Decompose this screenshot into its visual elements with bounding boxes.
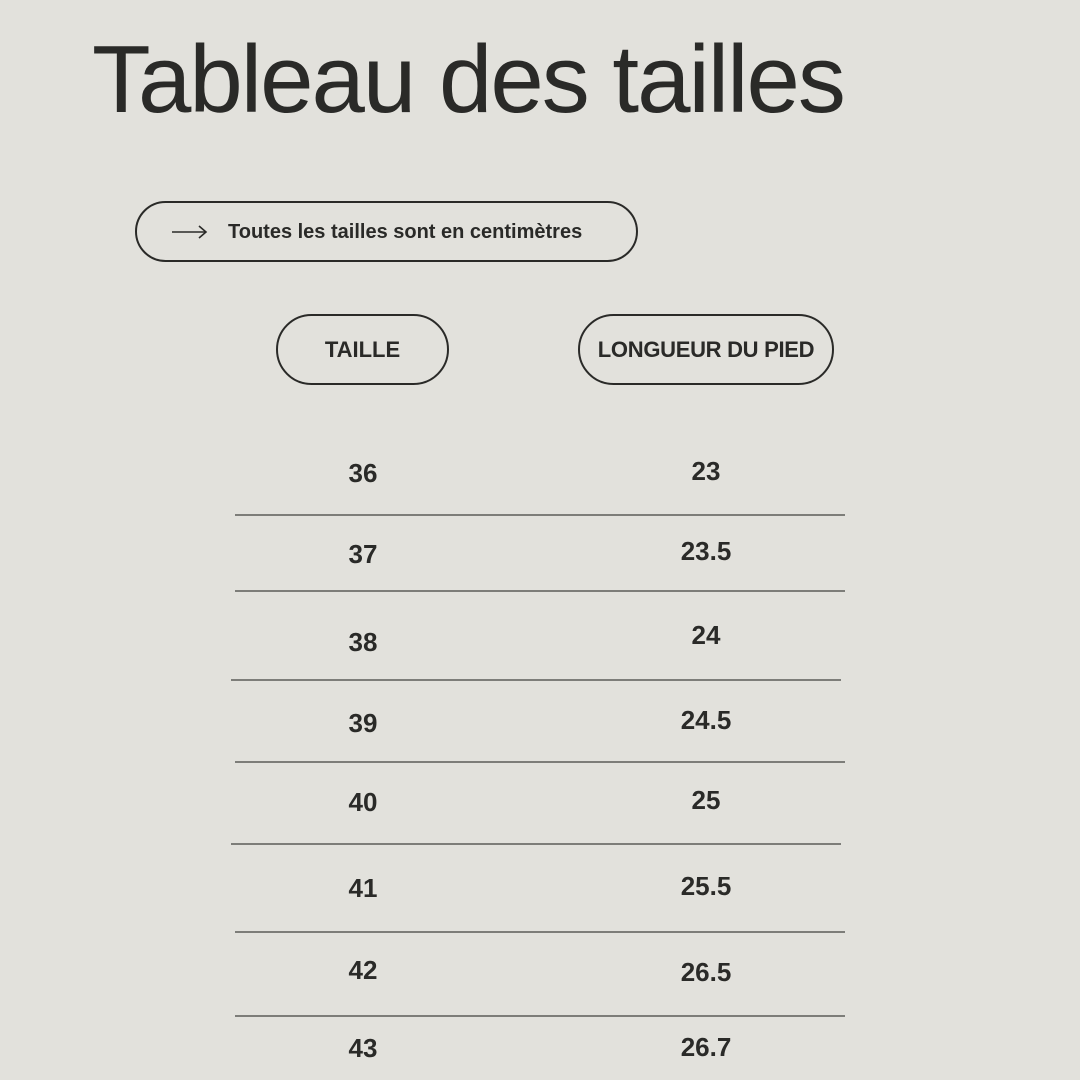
foot-length-cell: 23 (691, 456, 721, 486)
size-cell: 37 (348, 539, 378, 569)
size-cell: 43 (348, 1033, 378, 1063)
size-cell: 41 (348, 873, 378, 903)
size-cell: 36 (348, 458, 378, 488)
size-cell: 42 (348, 955, 378, 985)
units-note-text: Toutes les tailles sont en centimètres (228, 221, 583, 243)
foot-length-cell: 24.5 (680, 705, 732, 735)
row-divider (235, 1015, 845, 1017)
page-title: Tableau des tailles (92, 26, 844, 133)
row-divider (231, 843, 841, 845)
foot-length-cell: 23.5 (680, 536, 732, 566)
row-divider (231, 679, 841, 681)
row-divider (235, 514, 845, 516)
size-cell: 39 (348, 708, 378, 738)
foot-length-cell: 25 (691, 785, 721, 815)
column-header-size: TAILLE (276, 314, 449, 385)
row-divider (235, 761, 845, 763)
foot-length-cell: 25.5 (680, 871, 732, 901)
row-divider (235, 931, 845, 933)
foot-length-cell: 24 (691, 620, 721, 650)
column-header-foot-length: LONGUEUR DU PIED (578, 314, 834, 385)
size-cell: 40 (348, 787, 378, 817)
size-cell: 38 (348, 627, 378, 657)
foot-length-cell: 26.5 (680, 957, 732, 987)
arrow-right-icon (171, 222, 209, 242)
foot-length-cell: 26.7 (680, 1032, 732, 1062)
units-note (135, 201, 638, 262)
row-divider (235, 590, 845, 592)
